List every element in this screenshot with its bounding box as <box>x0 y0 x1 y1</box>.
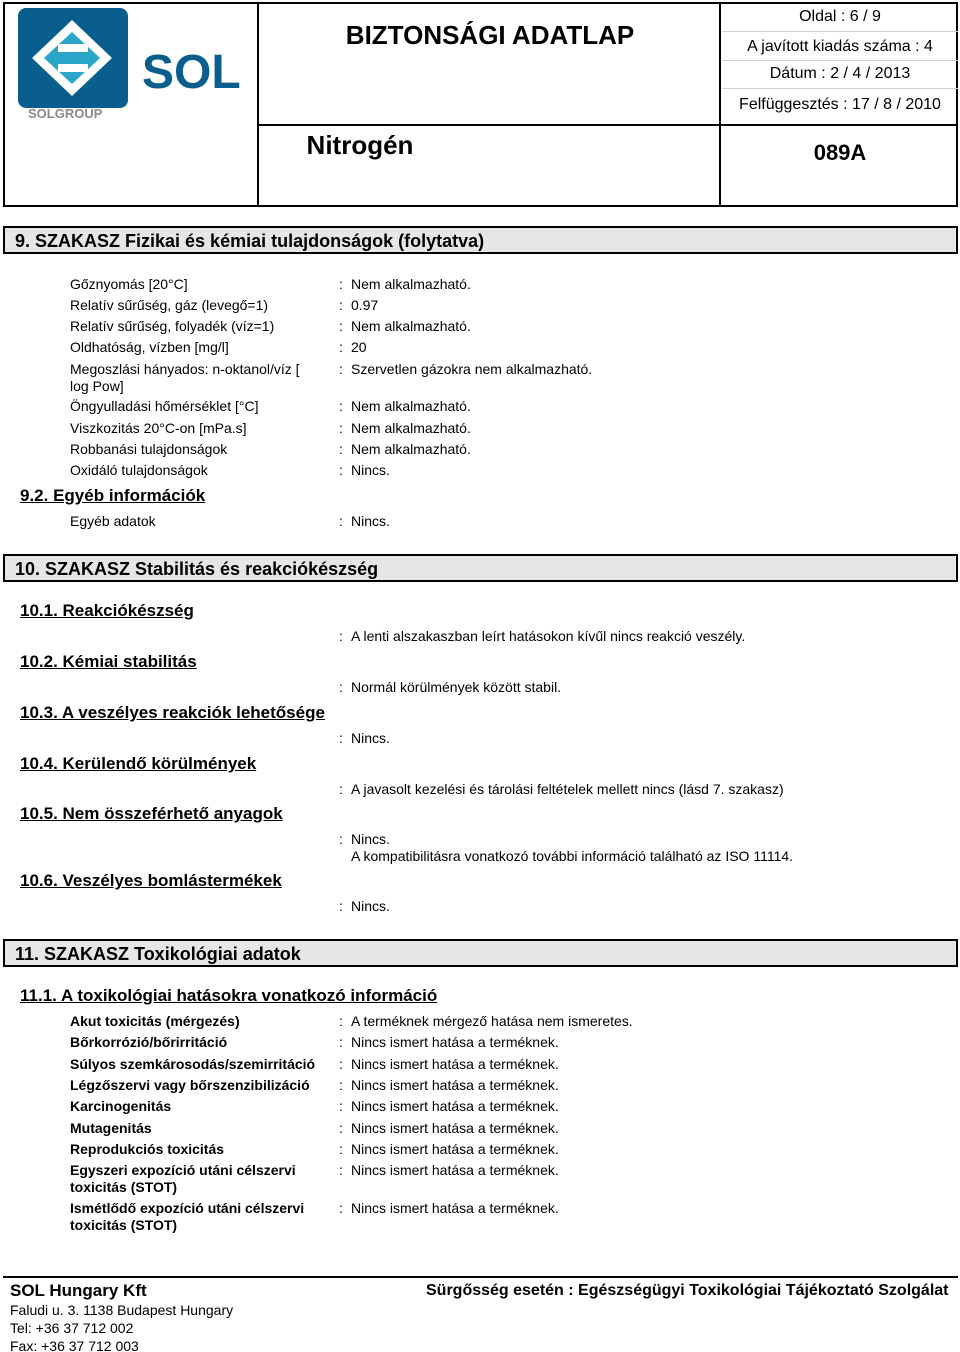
product-code: 089A <box>813 140 867 165</box>
property-value: 0.97 <box>351 297 379 313</box>
section-title: 11. SZAKASZ Toxikológiai adatok <box>15 944 301 964</box>
colon: : <box>339 781 343 797</box>
colon: : <box>339 318 343 334</box>
property-label: Relatív sűrűség, folyadék (víz=1) <box>70 318 275 334</box>
colon: : <box>339 1013 343 1029</box>
header-divider <box>257 2 259 207</box>
colon: : <box>339 276 343 292</box>
colon: : <box>339 462 343 478</box>
property-value: Nincs ismert hatása a terméknek. <box>351 1120 559 1136</box>
section-9-header <box>3 226 958 254</box>
subsection-title: 10.1. Reakciókészség <box>20 601 194 620</box>
property-label: Relatív sűrűség, gáz (levegő=1) <box>70 297 269 313</box>
property-value: Nem alkalmazható. <box>351 276 471 292</box>
property-value: Nincs. <box>351 513 390 529</box>
property-value: A javasolt kezelési és tárolási feltételek mellett nincs (lásd 7. szakasz) <box>351 781 784 797</box>
property-value: Nincs ismert hatása a terméknek. <box>351 1141 559 1157</box>
property-value: Nincs ismert hatása a terméknek. <box>351 1056 559 1072</box>
product-name: Nitrogén <box>306 130 414 160</box>
property-label: Akut toxicitás (mérgezés) <box>70 1013 240 1029</box>
property-label-cont: toxicitás (STOT) <box>70 1179 178 1195</box>
property-label: Reprodukciós toxicitás <box>70 1141 225 1157</box>
revision-date: Dátum : 2 / 4 / 2013 <box>769 65 911 82</box>
property-value: Nem alkalmazható. <box>351 420 471 436</box>
property-label: Robbanási tulajdonságok <box>70 441 228 457</box>
property-label: Légzőszervi vagy bőrszenzibilizáció <box>70 1077 310 1093</box>
subsection-title: 9.2. Egyéb információk <box>20 486 206 505</box>
colon: : <box>339 361 343 377</box>
property-value: Nincs ismert hatása a terméknek. <box>351 1077 559 1093</box>
property-value: Nincs ismert hatása a terméknek. <box>351 1200 559 1216</box>
property-value: Nem alkalmazható. <box>351 398 471 414</box>
property-value: A terméknek mérgező hatása nem ismeretes. <box>351 1013 633 1029</box>
subsection-title: 10.4. Kerülendő körülmények <box>20 754 257 773</box>
property-value: Nincs ismert hatása a terméknek. <box>351 1162 559 1178</box>
property-label-cont: log Pow] <box>70 378 124 394</box>
page-number: Oldal : 6 / 9 <box>799 8 881 25</box>
emergency-contact: Sürgősség esetén : Egészségügyi Toxikológiai Tájékoztató Szolgálat <box>426 1282 949 1299</box>
subsection-title: 10.3. A veszélyes reakciók lehetősége <box>20 703 325 722</box>
footer-divider <box>3 1276 958 1278</box>
section-10-header <box>3 554 958 582</box>
colon: : <box>339 1098 343 1114</box>
property-label: Megoszlási hányados: n-oktanol/víz [ <box>70 361 300 377</box>
property-label: Karcinogenitás <box>70 1098 172 1114</box>
property-label: Oldhatóság, vízben [mg/l] <box>70 339 229 355</box>
property-value: Nincs ismert hatása a terméknek. <box>351 1034 559 1050</box>
property-label-cont: toxicitás (STOT) <box>70 1217 178 1233</box>
property-value: Normál körülmények között stabil. <box>351 679 562 695</box>
company-address: Faludi u. 3. 1138 Budapest Hungary <box>10 1302 234 1318</box>
property-value: Nincs. <box>351 898 390 914</box>
property-value: Nincs. <box>351 730 390 746</box>
property-label: Egyéb adatok <box>70 513 156 529</box>
colon: : <box>339 1120 343 1136</box>
property-label: Mutagenitás <box>70 1120 152 1136</box>
colon: : <box>339 1162 343 1178</box>
colon: : <box>339 831 343 847</box>
property-value: Nincs ismert hatása a terméknek. <box>351 1098 559 1114</box>
property-value: Nincs. <box>351 831 390 847</box>
colon: : <box>339 1034 343 1050</box>
colon: : <box>339 898 343 914</box>
colon: : <box>339 1141 343 1157</box>
colon: : <box>339 1200 343 1216</box>
property-value: Szervetlen gázokra nem alkalmazható. <box>351 361 593 377</box>
document-title: BIZTONSÁGI ADATLAP <box>345 20 635 50</box>
colon: : <box>339 441 343 457</box>
property-value: 20 <box>351 339 367 355</box>
colon: : <box>339 1077 343 1093</box>
property-value: A lenti alszakaszban leírt hatásokon kívűl nincs reakció veszély. <box>351 628 746 644</box>
property-value: Nincs. <box>351 462 390 478</box>
subsection-title: 11.1. A toxikológiai hatásokra vonatkozó információ <box>20 986 438 1005</box>
subsection-title: 10.6. Veszélyes bomlástermékek <box>20 871 282 890</box>
company-fax: Fax: +36 37 712 003 <box>10 1338 139 1352</box>
colon: : <box>339 679 343 695</box>
colon: : <box>339 297 343 313</box>
colon: : <box>339 398 343 414</box>
property-label: Gőznyomás [20°C] <box>70 276 188 292</box>
colon: : <box>339 1056 343 1072</box>
sol-logo <box>12 6 252 121</box>
colon: : <box>339 339 343 355</box>
divider <box>722 88 958 89</box>
colon: : <box>339 730 343 746</box>
revision-number: A javított kiadás száma : 4 <box>747 38 933 55</box>
company-name: SOL Hungary Kft <box>10 1281 147 1300</box>
section-title: 9. SZAKASZ Fizikai és kémiai tulajdonságok (folytatva) <box>15 231 485 251</box>
property-label: Bőrkorrózió/bőrirritáció <box>70 1034 228 1050</box>
property-value: Nem alkalmazható. <box>351 441 471 457</box>
property-label: Oxidáló tulajdonságok <box>70 462 208 478</box>
colon: : <box>339 628 343 644</box>
colon: : <box>339 513 343 529</box>
property-label: Viszkozitás 20°C-on [mPa.s] <box>70 420 247 436</box>
property-label: Ismétlődő expozíció utáni célszervi <box>70 1200 305 1216</box>
section-11-header <box>3 939 958 967</box>
property-value-cont: A kompatibilitásra vonatkozó további információ található az ISO 11114. <box>351 848 794 864</box>
section-title: 10. SZAKASZ Stabilitás és reakciókészség <box>15 559 379 579</box>
company-phone: Tel: +36 37 712 002 <box>10 1320 134 1336</box>
subsection-title: 10.5. Nem összeférhető anyagok <box>20 804 283 823</box>
colon: : <box>339 420 343 436</box>
svg-text:SOL: SOL <box>142 46 241 99</box>
divider <box>722 60 958 61</box>
property-label: Öngyulladási hőmérséklet [°C] <box>70 398 259 414</box>
subsection-title: 10.2. Kémiai stabilitás <box>20 652 197 671</box>
header-divider <box>258 124 958 126</box>
svg-text:SOLGROUP: SOLGROUP <box>28 106 103 121</box>
property-label: Súlyos szemkárosodás/szemirritáció <box>70 1056 316 1072</box>
supersedes-date: Felfüggesztés : 17 / 8 / 2010 <box>739 96 941 113</box>
property-label: Egyszeri expozíció utáni célszervi <box>70 1162 296 1178</box>
divider <box>722 31 958 32</box>
property-value: Nem alkalmazható. <box>351 318 471 334</box>
